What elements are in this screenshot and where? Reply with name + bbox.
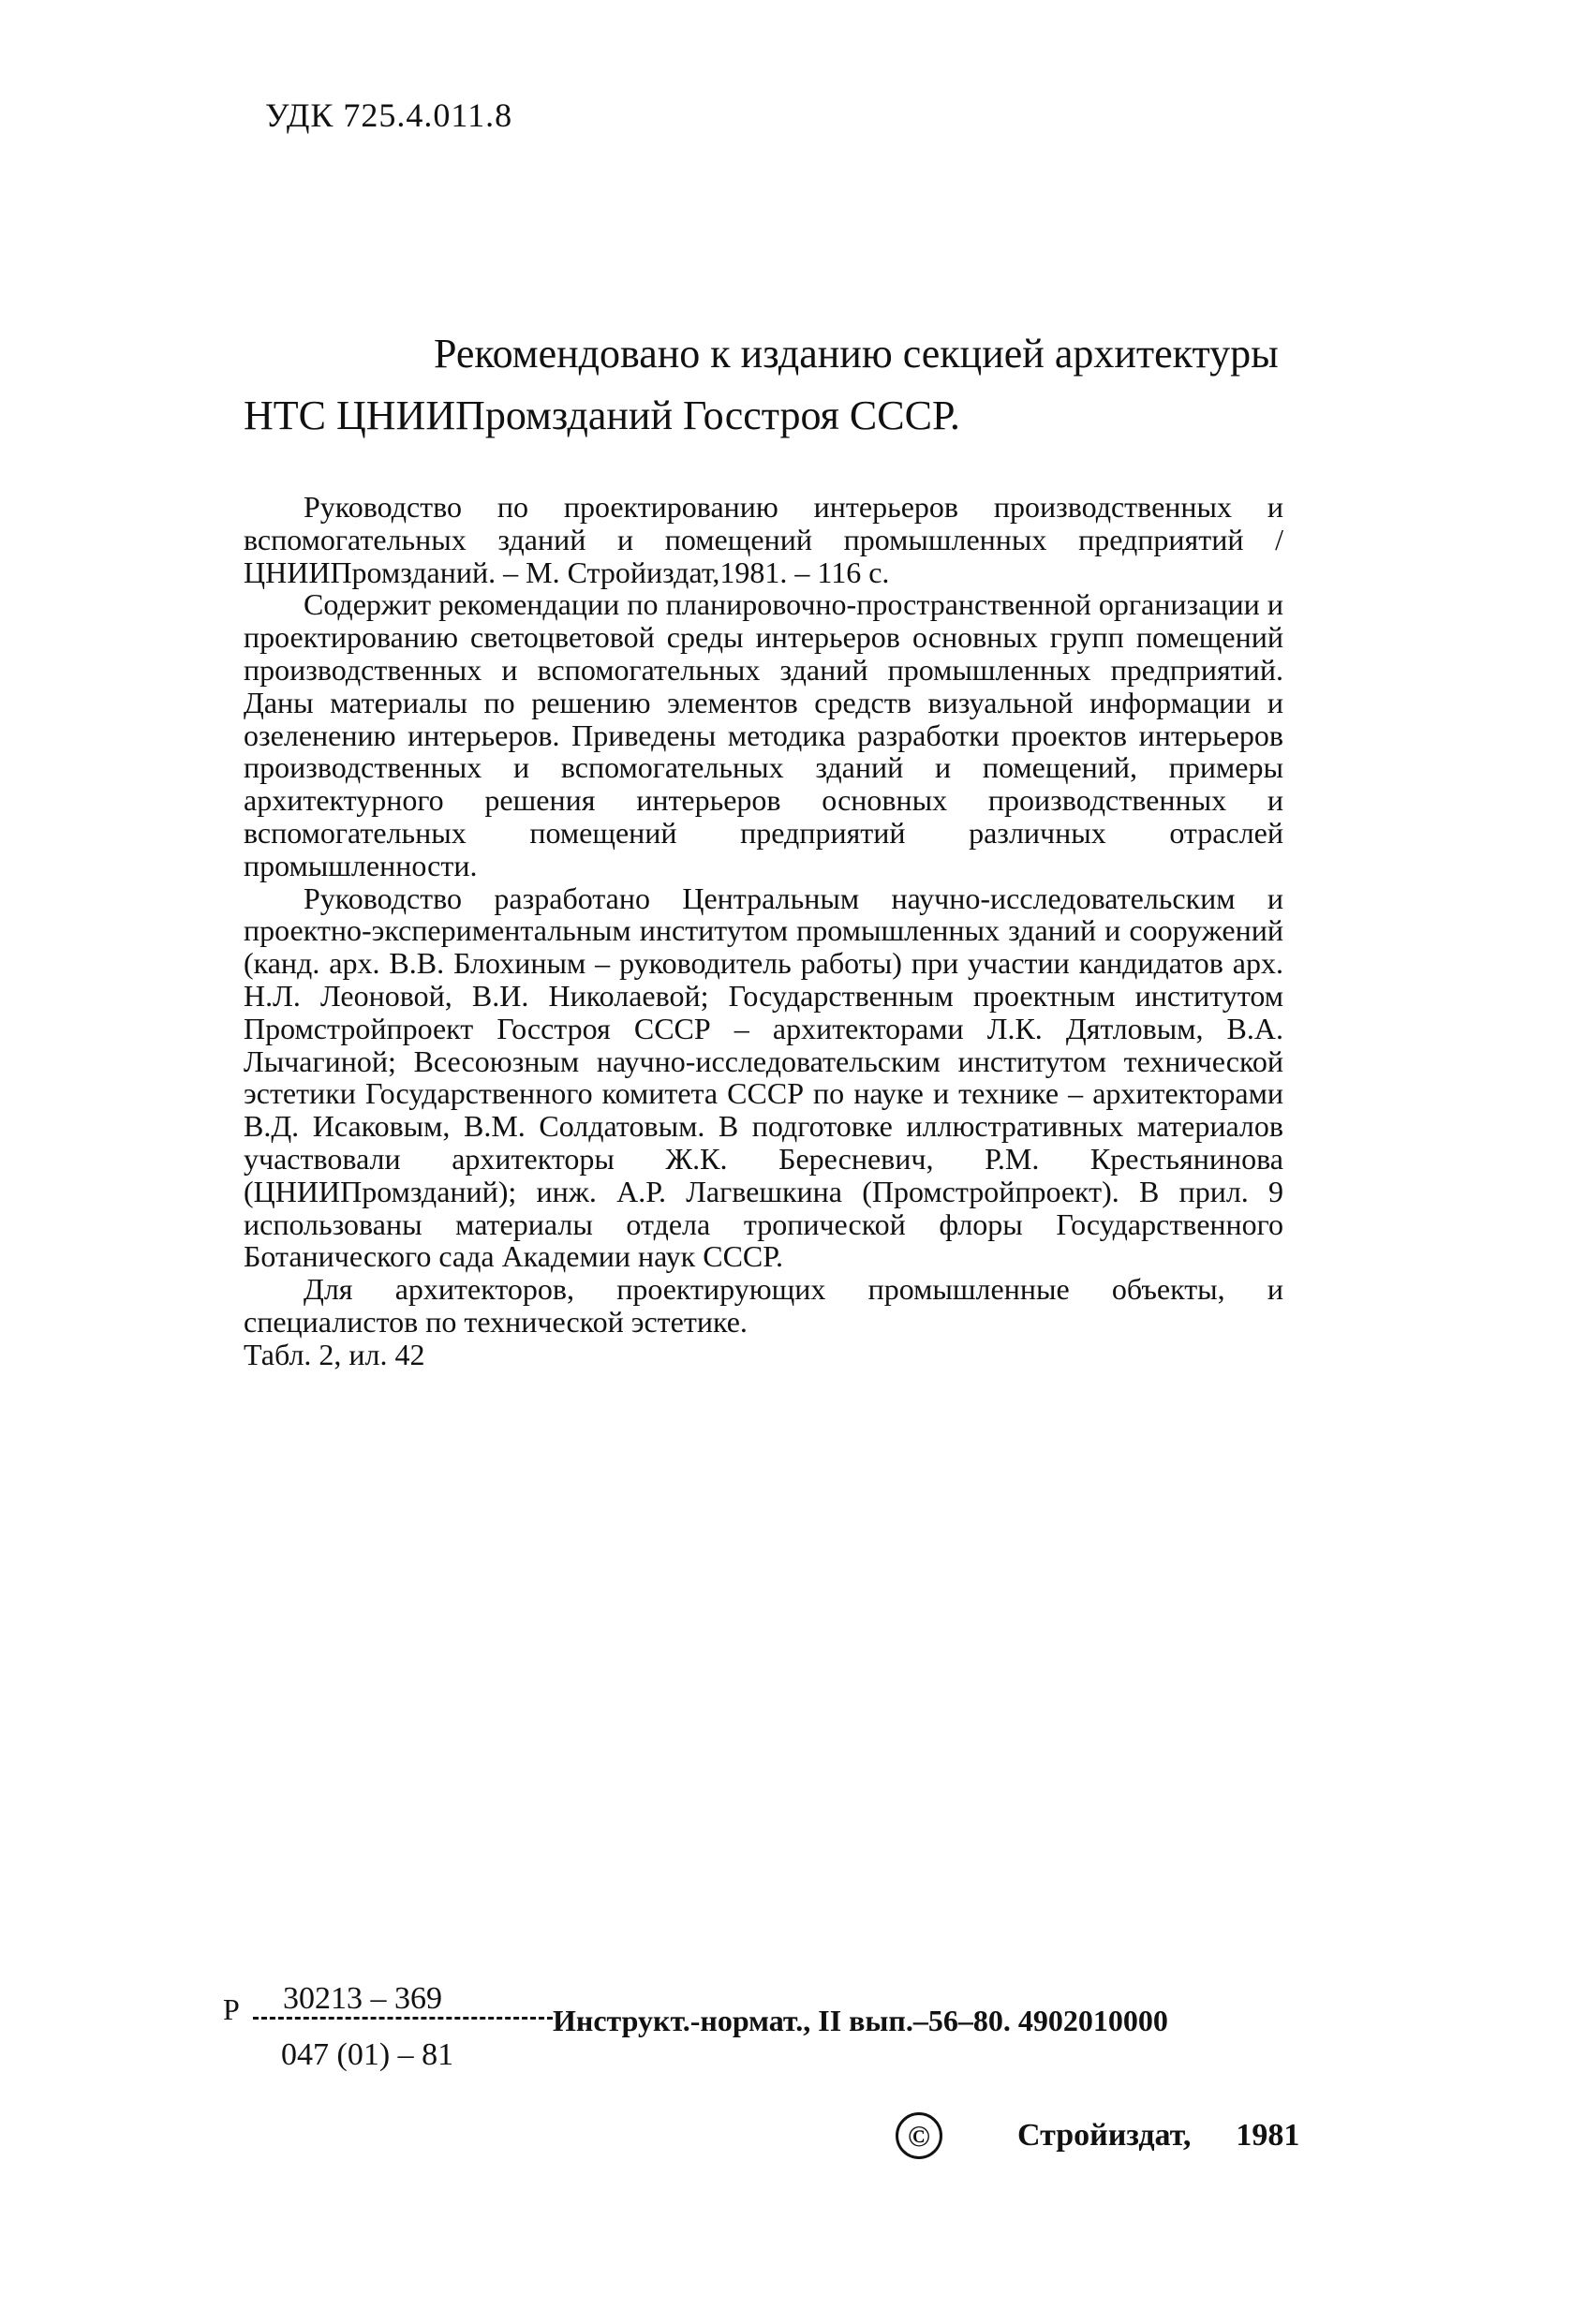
copyright-line xyxy=(896,2112,1299,2159)
publisher-name: Стройиздат, xyxy=(1017,2118,1192,2153)
abstract-contents-paragraph: Содержит рекомендации по планировочно-пространственной организации и проектированию светоцветовой среды интерьеров основных групп помещений производственных и вспомогательных зданий промышленных предприятий. Даны материалы по решению элементов средств визуальной информации и озеленению интерьеров. Приведены методика разработки проектов интерьеров производственных и вспомогательных зданий и помещений, примеры архитектурного решения интерьеров основных производственных и вспомогательных помещений предприятий различных отраслей промышленности. xyxy=(244,587,1283,882)
copyright-icon: © xyxy=(896,2112,942,2159)
abstract-tables-illustrations: Табл. 2, ил. 42 xyxy=(244,1337,425,1371)
imprint-index-letter: Р xyxy=(223,1992,240,2026)
recommendation-line-1: Рекомендовано к изданию секцией архитектуры xyxy=(434,331,1279,377)
abstract-block xyxy=(244,491,1283,1371)
udk-code: УДК 725.4.011.8 xyxy=(265,96,513,134)
recommendation-line-2: НТС ЦНИИПромзданий Госстроя СССР. xyxy=(244,392,960,438)
abstract-authors-paragraph: Руководство разработано Центральным научно-исследовательским и проектно-экспериментальным институтом промышленных зданий и сооружений (канд. арх. В.В. Блохиным – руководитель работы) при участии кандидатов арх. Н.Л. Леоновой, В.И. Николаевой; Государственным проектным институтом Промстройпроект Госстроя СССР – архитекторами Л.К. Дятловым, В.А. Лычагиной; Всесоюзным научно-исследовательским институтом технической эстетики Государственного комитета СССР по науке и технике – архитекторами В.Д. Исаковым, В.М. Солдатовым. В подготовке иллюстративных материалов участвовали архитекторы Ж.К. Бересневич, Р.М. Крестьянинова (ЦНИИПромзданий); инж. А.Р. Лагвешкина (Промстройпроект). В прил. 9 использованы материалы отдела тропической флоры Государственного Ботанического сада Академии наук СССР. xyxy=(244,881,1283,1274)
imprint-numerator: 30213 – 369 xyxy=(283,1981,442,2016)
imprint-denominator: 047 (01) – 81 xyxy=(281,2037,454,2072)
recommendation-note xyxy=(244,323,1321,447)
imprint-block xyxy=(223,1981,1347,2206)
imprint-fraction-line xyxy=(253,2017,553,2020)
abstract-bibliographic-entry: Руководство по проектированию интерьеров производственных и вспомогательных зданий и помещений промышленных предприятий /ЦНИИПромзданий. – М. Стройиздат,1981. – 116 с. xyxy=(244,490,1283,589)
abstract-audience-paragraph: Для архитекторов, проектирующих промышленные объекты, и специалистов по технической эстетике. xyxy=(244,1272,1283,1339)
imprint-classification: Инструкт.-нормат., II вып.–56–80. 4902010000 xyxy=(553,2004,1168,2037)
publication-year: 1981 xyxy=(1236,2118,1300,2153)
